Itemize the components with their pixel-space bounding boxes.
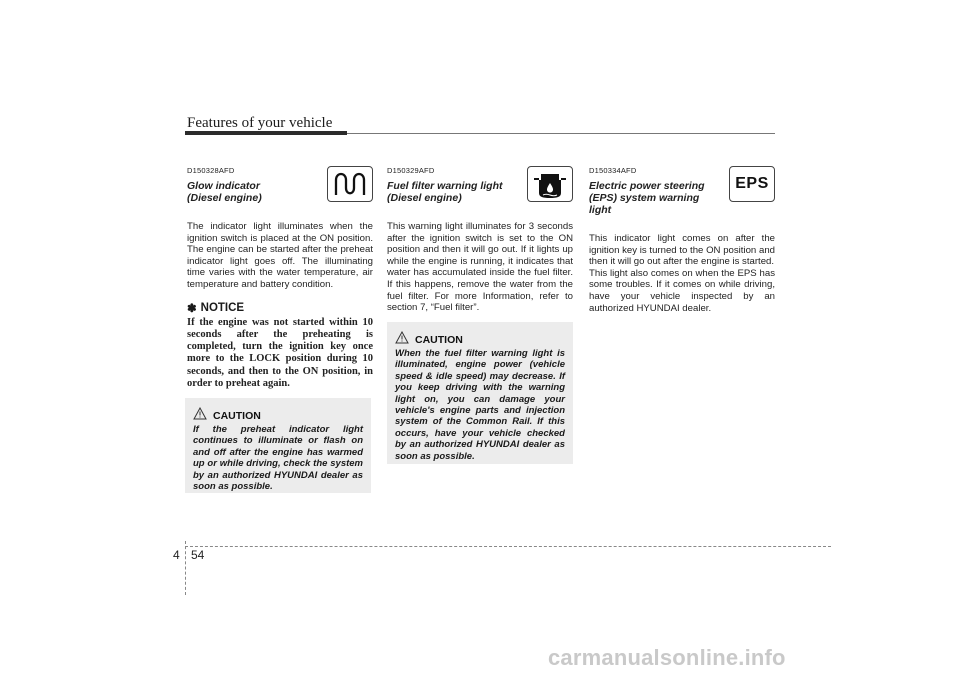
section-title: Glow indicator (Diesel engine) <box>187 180 262 204</box>
footer-vertical-rule <box>185 541 186 595</box>
section-body: The indicator light illuminates when the ignition switch is placed at the ON position. The engine can be started after the preheat indicator light goes off. The illuminating time varies with the water temperature, air temperature and battery condition. <box>187 221 373 290</box>
section-eps-warning <box>589 166 775 314</box>
caution-heading <box>395 328 565 346</box>
header-rule-thin <box>347 133 775 134</box>
section-code: D150334AFD <box>589 166 637 175</box>
watermark: carmanualsonline.info <box>548 645 786 670</box>
notice-text: If the engine was not started within 10 seconds after the preheating is completed, turn the ignition key once more to the LOCK position during 10 seconds, and then to the ON position, in order to preheat again. <box>187 316 373 390</box>
section-body-paragraph: This light also comes on when the EPS has some troubles. If it comes on while driving, have your vehicle inspected by an authorized HYUNDAI dealer. <box>589 267 775 314</box>
footer-rule <box>185 546 831 547</box>
caution-box-preheat <box>185 398 371 493</box>
notice-heading <box>187 301 373 315</box>
fuel-filter-water-icon <box>527 166 573 202</box>
eps-warning-icon <box>729 166 775 202</box>
section-glow-indicator <box>187 166 373 390</box>
section-body: This warning light illuminates for 3 seconds after the ignition switch is set to the ON position and then it will go out. If it lights up while the engine is running, it indicates that water has accumulated inside the fuel filter. If this happens, remove the water from the fuel filter. For more Information, refer to section 7, “Fuel filter”. <box>387 221 573 314</box>
section-fuel-filter-warning <box>387 166 573 314</box>
caution-heading <box>193 404 363 422</box>
page-number: 54 <box>191 548 205 562</box>
header-rule-thick <box>185 131 347 135</box>
notice-label: NOTICE <box>200 301 245 314</box>
section-number: 4 <box>173 548 180 562</box>
section-code: D150328AFD <box>187 166 235 175</box>
caution-label: CAUTION <box>213 410 261 422</box>
caution-text: If the preheat indicator light continues to illuminate or flash on and off after the engine has warmed up or while driving, check the system by an authorized HYUNDAI dealer as soon as possible. <box>193 424 363 493</box>
caution-box-fuel-filter <box>387 322 573 464</box>
eps-icon-text: EPS <box>735 175 769 192</box>
section-title: Fuel filter warning light (Diesel engine) <box>387 180 503 204</box>
notice-star-icon: ✽ <box>187 302 197 315</box>
section-body-paragraph: This indicator light comes on after the ignition key is turned to the ON position and then it will go out after the engine is started. <box>589 233 775 268</box>
warning-triangle-icon <box>395 331 409 344</box>
section-body <box>589 233 775 314</box>
warning-triangle-icon <box>193 407 207 420</box>
section-code: D150329AFD <box>387 166 435 175</box>
caution-label: CAUTION <box>415 334 463 346</box>
glow-plug-coil-icon <box>327 166 373 202</box>
page-header-title: Features of your vehicle <box>187 115 333 131</box>
caution-text: When the fuel filter warning light is illuminated, engine power (vehicle speed & idle speed) may decrease. If you keep driving with the warning light on, you can damage your vehicle's engine parts and injection system of the Common Rail. If this occurs, have your vehicle checked by an authorized HYUNDAI dealer as soon as possible. <box>395 348 565 462</box>
section-title: Electric power steering (EPS) system warning light <box>589 180 705 216</box>
